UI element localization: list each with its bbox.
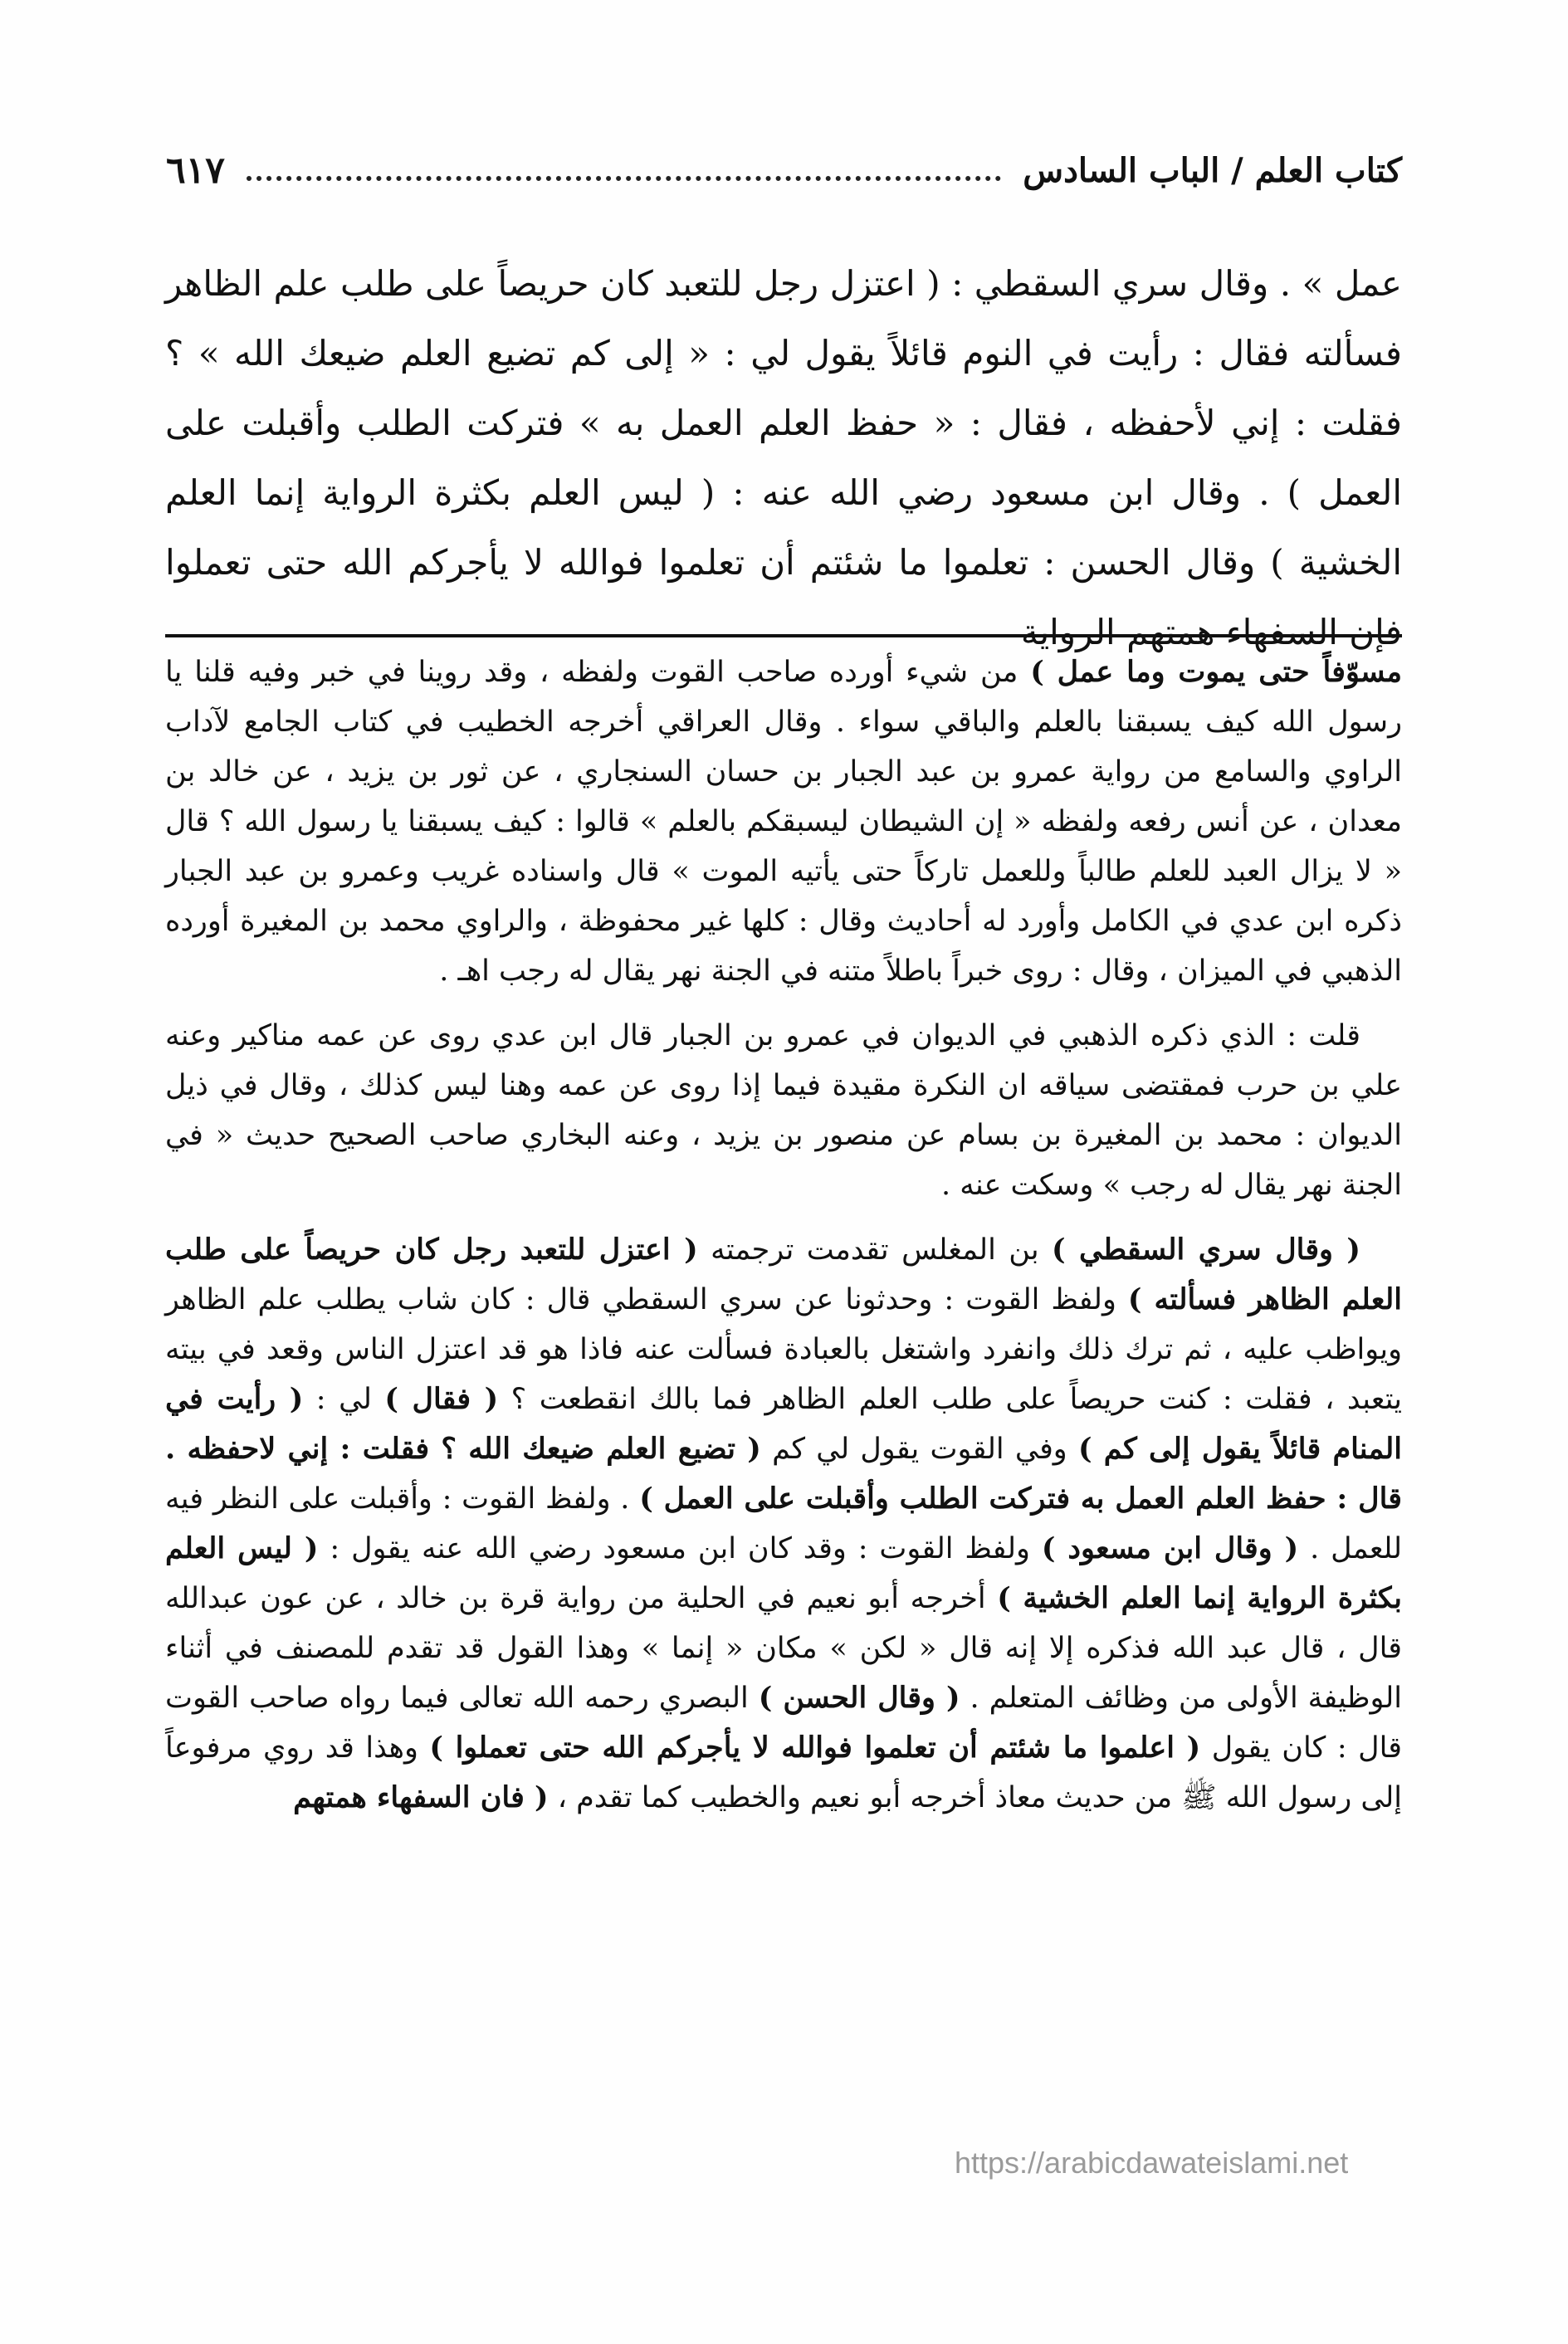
commentary-segment: ولفظ القوت : وقد كان ابن مسعود رضي الله عنه يقول : bbox=[318, 1532, 1042, 1565]
commentary-block bbox=[165, 647, 1402, 1838]
commentary-segment: لي : bbox=[303, 1383, 385, 1416]
commentary-segment: ( تضيع العلم ضيعك الله ؟ فقلت : إني لاحفظه . قال : حفظ العلم العمل به فتركت الطلب وأقبلت على العمل ) bbox=[165, 1432, 1402, 1516]
commentary-paragraph-3 bbox=[165, 1225, 1402, 1823]
commentary-segment: . ولفظ القوت : وأقبلت على النظر فيه للعمل . bbox=[165, 1482, 1402, 1565]
commentary-segment: بن المغلس تقدمت ترجمته bbox=[697, 1233, 1053, 1267]
commentary-segment: مسوّفاً حتى يموت وما عمل ) bbox=[1030, 655, 1402, 689]
commentary-segment: ( فقال ) bbox=[384, 1382, 499, 1416]
commentary-segment: ( ليس العلم بكثرة الرواية إنما العلم الخشية ) bbox=[165, 1531, 1402, 1615]
commentary-segment: البصري رحمه الله تعالى فيما رواه صاحب القوت قال : كان يقول bbox=[165, 1682, 1402, 1765]
commentary-segment: ( اعتزل للتعبد رجل كان حريصاً على طلب العلم الظاهر فسألته ) bbox=[165, 1233, 1402, 1316]
commentary-segment: ( اعلموا ما شئتم أن تعلموا فوالله لا يأجركم الله حتى تعملوا ) bbox=[429, 1731, 1201, 1765]
dot-leader bbox=[247, 176, 1001, 181]
commentary-segment: ولفظ القوت : وحدثونا عن سري السقطي قال : كان شاب يطلب علم الظاهر ويواظب عليه ، ثم ترك ذلك وانفرد واشتغل بالعبادة فسألت عنه فاذا هو قد اعتزل الناس وقعد في بيته يتعبد ، فقلت : كنت حريصاً على طلب العلم الظاهر فما بالك انقطعت ؟ bbox=[165, 1283, 1402, 1416]
footnote-separator-rule bbox=[165, 634, 1402, 637]
running-header bbox=[166, 141, 1402, 199]
commentary-paragraph-2 bbox=[165, 1011, 1402, 1210]
commentary-segment: من شيء أورده صاحب القوت ولفظه ، وقد روينا في خبر وفيه قلنا يا رسول الله كيف يسبقنا بالعلم والباقي سواء . وقال العراقي أخرجه الخطيب في كتاب الجامع لآداب الراوي والسامع من رواية عمرو بن عبد الجبار بن حسان السنجاري ، عن ثور بن يزيد ، عن خالد بن معدان ، عن أنس رفعه ولفظه « إن الشيطان ليسبقكم بالعلم » قالوا : كيف يسبقنا يا رسول الله ؟ قال « لا يزال العبد للعلم طالباً وللعمل تاركاً حتى يأتيه الموت » قال واسناده غريب وعمرو بن عبد الجبار ذكره ابن عدي في الكامل وأورد له أحاديث وقال : كلها غير محفوظة ، والراوي محمد بن المغيرة أورده الذهبي في الميزان ، وقال : روى خبراً باطلاً متنه في الجنة نهر يقال له رجب اهـ . bbox=[165, 656, 1402, 988]
commentary-segment: ( وقال سري السقطي ) bbox=[1052, 1233, 1360, 1267]
commentary-segment: ( فان السفهاء همتهم bbox=[293, 1780, 549, 1814]
commentary-segment: أخرجه أبو نعيم في الحلية من رواية قرة بن خالد ، عن عون عبدالله قال ، قال عبد الله فذكره إلا إنه قال « لكن » مكان « إنما » وهذا القول قد تقدم للمصنف في أثناء الوظيفة الأولى من وظائف المتعلم . bbox=[165, 1582, 1403, 1715]
commentary-segment: وفي القوت يقول لي كم bbox=[760, 1433, 1078, 1466]
page-number: ٦١٧ bbox=[166, 149, 225, 192]
commentary-segment: ( رأيت في المنام قائلاً يقول إلى كم ) bbox=[165, 1382, 1402, 1466]
commentary-segment: وهذا قد روي مرفوعاً إلى رسول الله ﷺ من حديث معاذ أخرجه أبو نعيم والخطيب كما تقدم ، bbox=[165, 1731, 1402, 1814]
main-text-block bbox=[165, 249, 1402, 667]
chapter-title: كتاب العلم / الباب السادس bbox=[1023, 150, 1402, 190]
commentary-paragraph-1 bbox=[165, 647, 1402, 996]
website-watermark: https://arabicdawateislami.net bbox=[955, 2146, 1349, 2180]
main-paragraph: عمل » . وقال سري السقطي : ( اعتزل رجل للتعبد كان حريصاً على طلب علم الظاهر فسألته فقال : رأيت في النوم قائلاً يقول لي : « إلى كم تضيع العلم ضيعك الله » ؟ فقلت : إني لأحفظه ، فقال : « حفظ العلم العمل به » فتركت الطلب وأقبلت على العمل ) . وقال ابن مسعود رضي الله عنه : ( ليس العلم بكثرة الرواية إنما العلم الخشية ) وقال الحسن : تعلموا ما شئتم أن تعلموا فوالله لا يأجركم الله حتى تعملوا فإن السفهاء همتهم الرواية bbox=[165, 263, 1402, 652]
commentary-segment: ( وقال الحسن ) bbox=[758, 1681, 960, 1715]
commentary-segment: قلت : الذي ذكره الذهبي في الديوان في عمرو بن الجبار قال ابن عدي روى عن عمه مناكير وعنه علي بن حرب فمقتضى سياقه ان النكرة مقيدة فيما إذا روى عن عمه وهنا ليس كذلك ، وقال في ذيل الديوان : محمد بن المغيرة بن بسام عن منصور بن يزيد ، وعنه البخاري صاحب الصحيح حديث « في الجنة نهر يقال له رجب » وسكت عنه . bbox=[165, 1019, 1402, 1202]
commentary-segment: ( وقال ابن مسعود ) bbox=[1041, 1531, 1299, 1565]
